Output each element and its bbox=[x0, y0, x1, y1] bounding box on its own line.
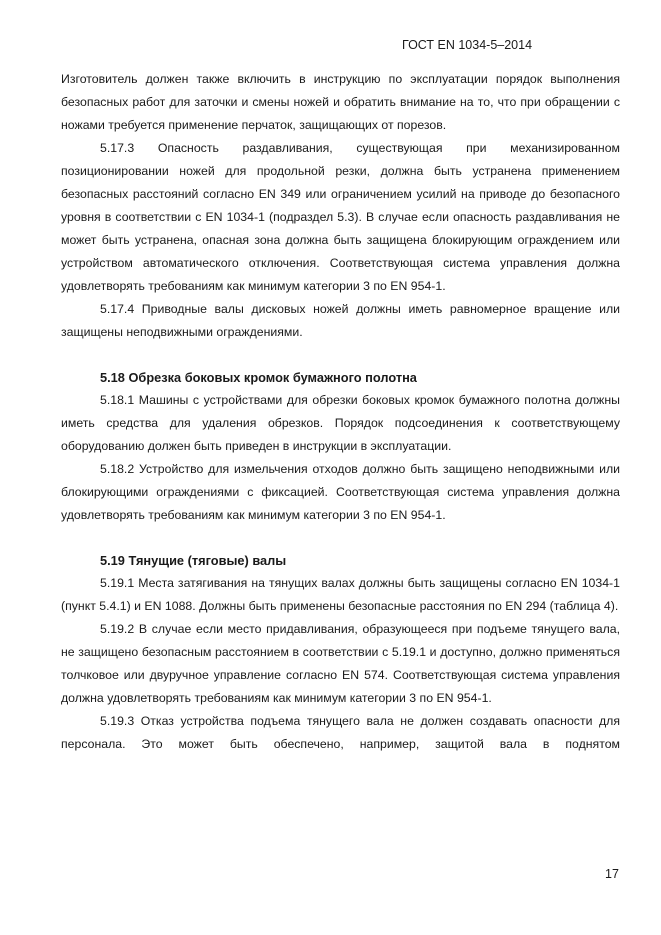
section-heading-5-18: 5.18 Обрезка боковых кромок бумажного полотна bbox=[100, 370, 417, 385]
section-heading-5-19: 5.19 Тянущие (тяговые) валы bbox=[100, 553, 287, 568]
paragraph-5-18-2: 5.18.2 Устройство для измельчения отходов должно быть защищено неподвижными или блокирующими ограждениями с фиксацией. Соответствующая система управления должна удовлетворять требованиям как минимум категории 3 по EN 954-1. bbox=[61, 462, 620, 522]
paragraph-5-19-3: 5.19.3 Отказ устройства подъема тянущего вала не должен создавать опасности для персонала. Это может быть обеспечено, например, защитой вала в поднятом bbox=[61, 714, 620, 751]
paragraph-manufacturer-instructions: Изготовитель должен также включить в инструкцию по эксплуатации порядок выполнения безопасных работ для заточки и смены ножей и обратить внимание на то, что при обращении с ножами требуется применение перчаток, защищающих от порезов. bbox=[61, 72, 620, 132]
document-body bbox=[61, 68, 620, 756]
page-number: 17 bbox=[605, 867, 619, 881]
paragraph-5-19-2: 5.19.2 В случае если место придавливания, образующееся при подъеме тянущего вала, не защищено безопасным расстоянием в соответствии с 5.19.1 и доступно, должно применяться толчковое или двуручное управление согласно EN 574. Соответствующая система управления должна удовлетворять требованиям как минимум категории 3 по EN 954-1. bbox=[61, 622, 620, 705]
paragraph-5-17-4: 5.17.4 Приводные валы дисковых ножей должны иметь равномерное вращение или защищены неподвижными ограждениями. bbox=[61, 302, 620, 339]
paragraph-5-17-3: 5.17.3 Опасность раздавливания, существующая при механизированном позиционировании ножей для продольной резки, должна быть устранена применением безопасных расстояний согласно EN 349 или ограничением усилий на приводе до безопасного уровня в соответствии с EN 1034-1 (подраздел 5.3). В случае если опасность раздавливания не может быть устранена, опасная зона должна быть защищена блокирующим ограждением или устройством автоматического отключения. Соответствующая система управления должна удовлетворять требованиям как минимум категории 3 по EN 954-1. bbox=[61, 141, 620, 293]
paragraph-5-18-1: 5.18.1 Машины с устройствами для обрезки боковых кромок бумажного полотна должны иметь средства для удаления обрезков. Порядок подсоединения к соответствующему оборудованию должен быть приведен в инструкции в эксплуатации. bbox=[61, 393, 620, 453]
document-header: ГОСТ EN 1034-5–2014 bbox=[402, 38, 533, 52]
paragraph-5-19-1: 5.19.1 Места затягивания на тянущих валах должны быть защищены согласно EN 1034-1 (пункт 5.4.1) и EN 1088. Должны быть применены безопасные расстояния по EN 294 (таблица 4). bbox=[61, 576, 620, 613]
